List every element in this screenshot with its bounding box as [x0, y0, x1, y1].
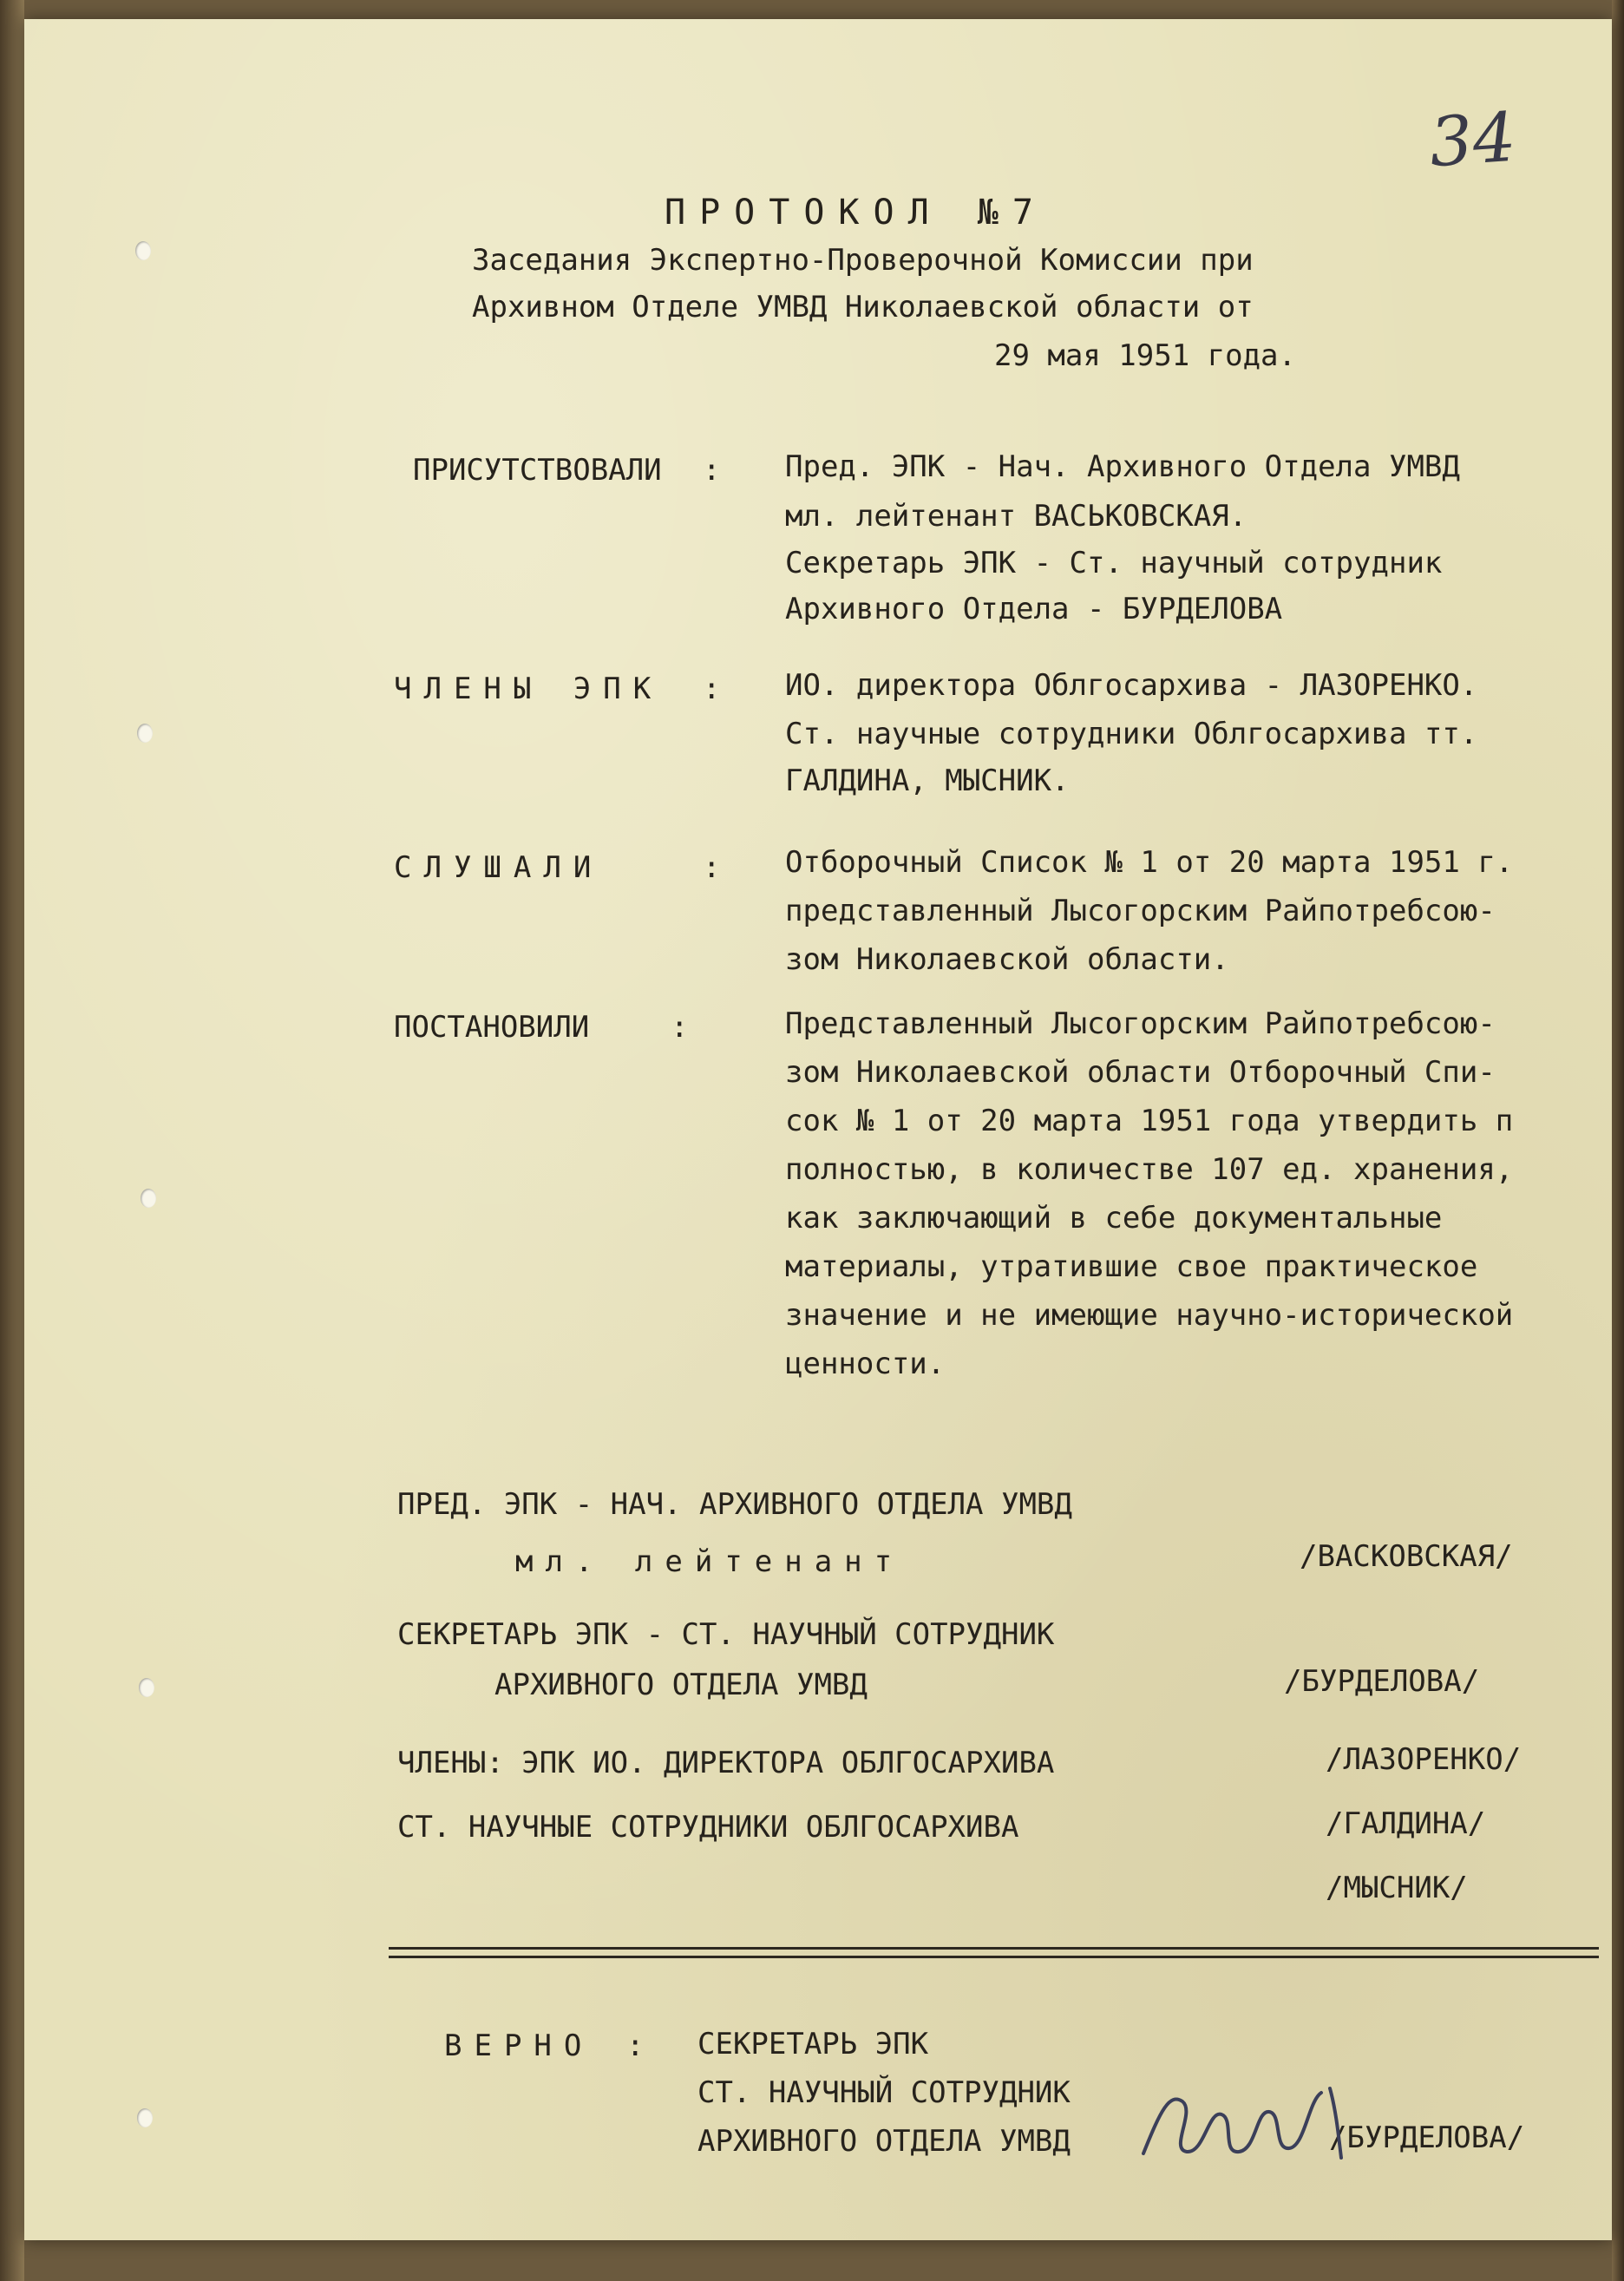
- members-label: ЧЛЕНЫ ЭПК: [394, 672, 664, 706]
- document-page: [24, 19, 1612, 2240]
- resolved-line: значение и не имеющие научно-исторической: [785, 1298, 1514, 1333]
- certified-line-1: СЕКРЕТАРЬ ЭПК: [697, 2027, 929, 2061]
- certified-line-2: СТ. НАУЧНЫЙ СОТРУДНИК: [697, 2075, 1071, 2110]
- binder-hole: [135, 241, 151, 260]
- chair-name: /ВАСКОВСКАЯ/: [1300, 1539, 1513, 1574]
- chair-title-line: ПРЕД. ЭПК - НАЧ. АРХИВНОГО ОТДЕЛА УМВД: [397, 1487, 1072, 1522]
- handwritten-signature: [1135, 2075, 1360, 2179]
- secretary-name: /БУРДЕЛОВА/: [1284, 1664, 1480, 1699]
- header-line-1: Заседания Экспертно-Проверочной Комиссии при: [472, 243, 1254, 278]
- divider-line: [389, 1947, 1599, 1950]
- resolved-line: ценности.: [785, 1347, 946, 1381]
- folder-right-edge: [1612, 0, 1624, 2281]
- resolved-line: материалы, утратившие свое практическое: [785, 1249, 1478, 1284]
- members-line: ГАЛДИНА, МЫСНИК.: [785, 764, 1070, 798]
- binder-hole: [141, 1189, 156, 1208]
- handwritten-page-number: 34: [1426, 98, 1519, 183]
- certified-line-3: АРХИВНОГО ОТДЕЛА УМВД: [697, 2124, 1071, 2159]
- heard-line: представленный Лысогорским Райпотребсою-: [785, 894, 1496, 928]
- binder-hole: [137, 724, 153, 743]
- divider-line: [389, 1956, 1599, 1958]
- resolved-label: ПОСТАНОВИЛИ: [394, 1010, 590, 1045]
- resolved-line: полностью, в количестве 107 ед. хранения,: [785, 1152, 1514, 1187]
- present-line: Секретарь ЭПК - Ст. научный сотрудник: [785, 546, 1443, 580]
- binder-hole: [137, 2108, 153, 2127]
- present-line: Архивного Отдела - БУРДЕЛОВА: [785, 592, 1283, 626]
- heard-line: зом Николаевской области.: [785, 942, 1229, 977]
- header-line-3: 29 мая 1951 года.: [994, 338, 1296, 373]
- heard-colon: :: [703, 850, 721, 885]
- certified-name: /БУРДЕЛОВА/: [1329, 2120, 1525, 2155]
- certified-colon: :: [626, 2029, 645, 2063]
- present-line: Пред. ЭПК - Нач. Архивного Отдела УМВД: [785, 449, 1460, 484]
- present-label: ПРИСУТСТВОВАЛИ: [413, 453, 662, 488]
- members-sig-line-2: СТ. НАУЧНЫЕ СОТРУДНИКИ ОБЛГОСАРХИВА: [397, 1810, 1019, 1845]
- resolved-line: Представленный Лысогорским Райпотребсою-: [785, 1006, 1496, 1041]
- secretary-dept-line: АРХИВНОГО ОТДЕЛА УМВД: [494, 1668, 868, 1702]
- members-sig-name-1: /ЛАЗОРЕНКО/: [1326, 1742, 1522, 1777]
- members-colon: :: [703, 672, 721, 706]
- members-sig-line: ЧЛЕНЫ: ЭПК ИО. ДИРЕКТОРА ОБЛГОСАРХИВА: [397, 1746, 1055, 1780]
- present-line: мл. лейтенант ВАСЬКОВСКАЯ.: [785, 499, 1247, 534]
- heard-label: СЛУШАЛИ: [394, 850, 604, 885]
- certified-label: ВЕРНО: [444, 2029, 594, 2063]
- resolved-line: сок № 1 от 20 марта 1951 года утвердить п: [785, 1104, 1514, 1138]
- members-sig-name-3: /МЫСНИК/: [1326, 1871, 1468, 1905]
- folder-left-edge: [0, 0, 24, 2281]
- members-sig-name-2: /ГАЛДИНА/: [1326, 1806, 1486, 1841]
- members-line: Ст. научные сотрудники Облгосархива тт.: [785, 717, 1478, 751]
- document-title: ПРОТОКОЛ №7: [665, 193, 1047, 233]
- members-line: ИО. директора Облгосархива - ЛАЗОРЕНКО.: [785, 668, 1478, 703]
- present-colon: :: [703, 453, 721, 488]
- secretary-title-line: СЕКРЕТАРЬ ЭПК - СТ. НАУЧНЫЙ СОТРУДНИК: [397, 1617, 1055, 1652]
- chair-rank-line: мл. лейтенант: [515, 1544, 905, 1579]
- binder-hole: [139, 1678, 154, 1697]
- header-line-2: Архивном Отделе УМВД Николаевской области от: [472, 290, 1254, 324]
- resolved-line: зом Николаевской области Отборочный Спи-: [785, 1055, 1496, 1090]
- resolved-colon: :: [671, 1010, 689, 1045]
- heard-line: Отборочный Список № 1 от 20 марта 1951 г.: [785, 845, 1514, 880]
- resolved-line: как заключающий в себе документальные: [785, 1201, 1443, 1236]
